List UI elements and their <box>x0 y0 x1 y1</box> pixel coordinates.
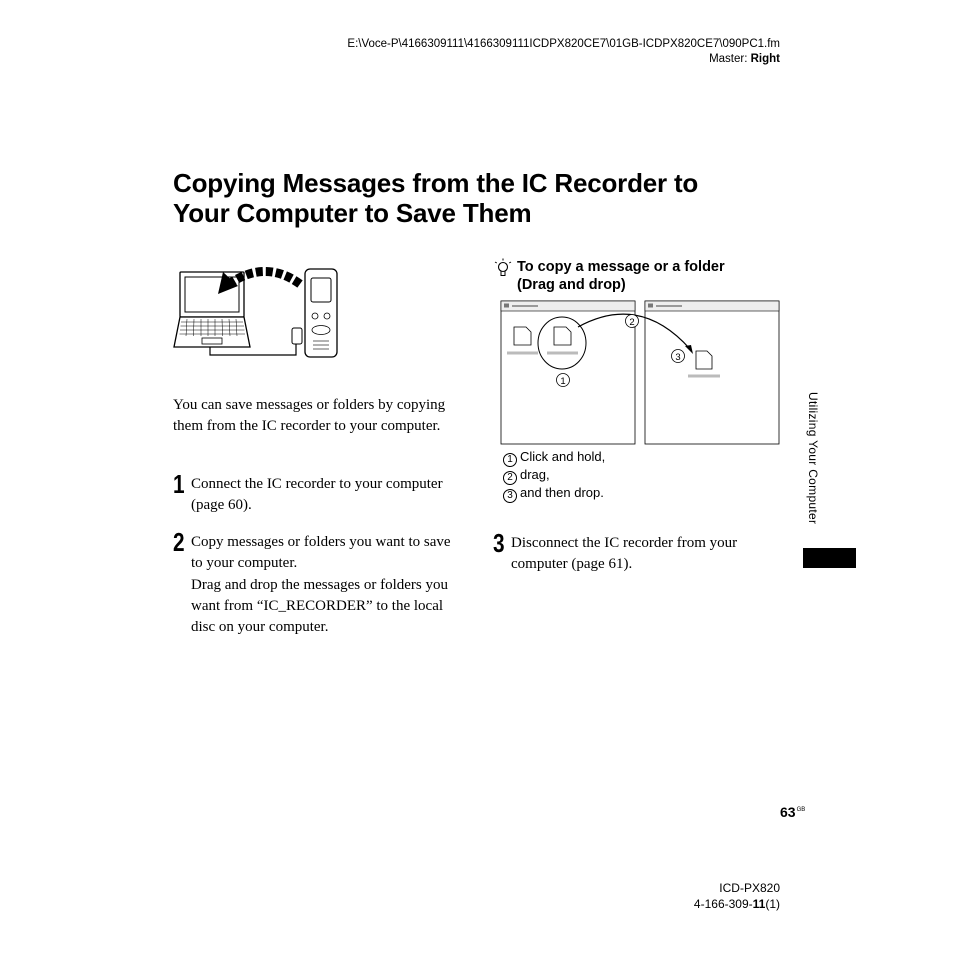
page-number-suffix: GB <box>796 807 806 813</box>
step-3-number: 3 <box>493 528 505 558</box>
page-title-line2: Your Computer to Save Them <box>173 198 532 228</box>
marker-2: 2 <box>629 317 635 328</box>
page-number-value: 63 <box>780 804 796 820</box>
section-side-label: Utilizing Your Computer <box>806 392 820 525</box>
step-2-number: 2 <box>173 527 185 557</box>
lightbulb-icon <box>494 258 512 278</box>
tip-title-line1: To copy a message or a folder <box>517 259 725 275</box>
legend-text: Click and hold, <box>520 449 606 464</box>
legend-item <box>503 467 605 485</box>
legend-marker: 1 <box>503 453 517 467</box>
marker-1: 1 <box>560 376 566 387</box>
step-2-detail: Drag and drop the messages or folders you want from “IC_RECORDER” to the local disc on your computer. <box>191 577 449 635</box>
page-title <box>173 168 793 228</box>
diagram-legend <box>503 449 605 503</box>
drag-drop-diagram <box>500 299 782 449</box>
footer-code-prefix: 4-166-309- <box>693 897 753 911</box>
header-file-path: E:\Voce-P\4166309111\4166309111ICDPX820CE7\01GB-ICDPX820CE7\090PC1.fm <box>347 38 780 50</box>
legend-item <box>503 485 605 503</box>
legend-text: drag, <box>520 467 550 482</box>
step-2-text: Copy messages or folders you want to save to your computer. <box>191 534 451 571</box>
step-3-text: Disconnect the IC recorder from your computer (page 61). <box>511 535 738 572</box>
legend-marker: 3 <box>503 489 517 503</box>
tip-title <box>517 258 725 294</box>
header-master <box>709 52 780 67</box>
legend-item <box>503 449 605 467</box>
file-icon <box>514 327 531 345</box>
ic-recorder-display <box>311 278 331 302</box>
footer-code-bold: 11 <box>752 897 766 911</box>
header-master-label: Master: <box>709 53 751 65</box>
page-title-line1: Copying Messages from the IC Recorder to <box>173 168 699 198</box>
file-icon <box>696 351 712 369</box>
intro-paragraph: You can save messages or folders by copying them from the IC recorder to your computer. <box>173 397 446 434</box>
laptop-touchpad <box>202 338 222 344</box>
footer-model: ICD-PX820 <box>719 881 780 895</box>
usb-connector <box>292 328 302 344</box>
legend-marker: 2 <box>503 471 517 485</box>
marker-3: 3 <box>675 352 681 363</box>
source-window <box>501 301 635 444</box>
laptop-recorder-illustration <box>172 264 342 360</box>
section-tab-marker <box>803 548 856 568</box>
destination-window <box>645 301 779 444</box>
legend-text: and then drop. <box>520 485 604 500</box>
header-master-value: Right <box>750 53 780 65</box>
footer-code <box>694 896 780 913</box>
file-icon <box>554 327 571 345</box>
page-number <box>780 804 805 820</box>
tip-title-line2: (Drag and drop) <box>517 277 626 293</box>
footer-code-suffix: (1) <box>765 897 780 911</box>
step-1-number: 1 <box>173 469 185 499</box>
step-1-text: Connect the IC recorder to your computer (page 60). <box>191 476 443 513</box>
